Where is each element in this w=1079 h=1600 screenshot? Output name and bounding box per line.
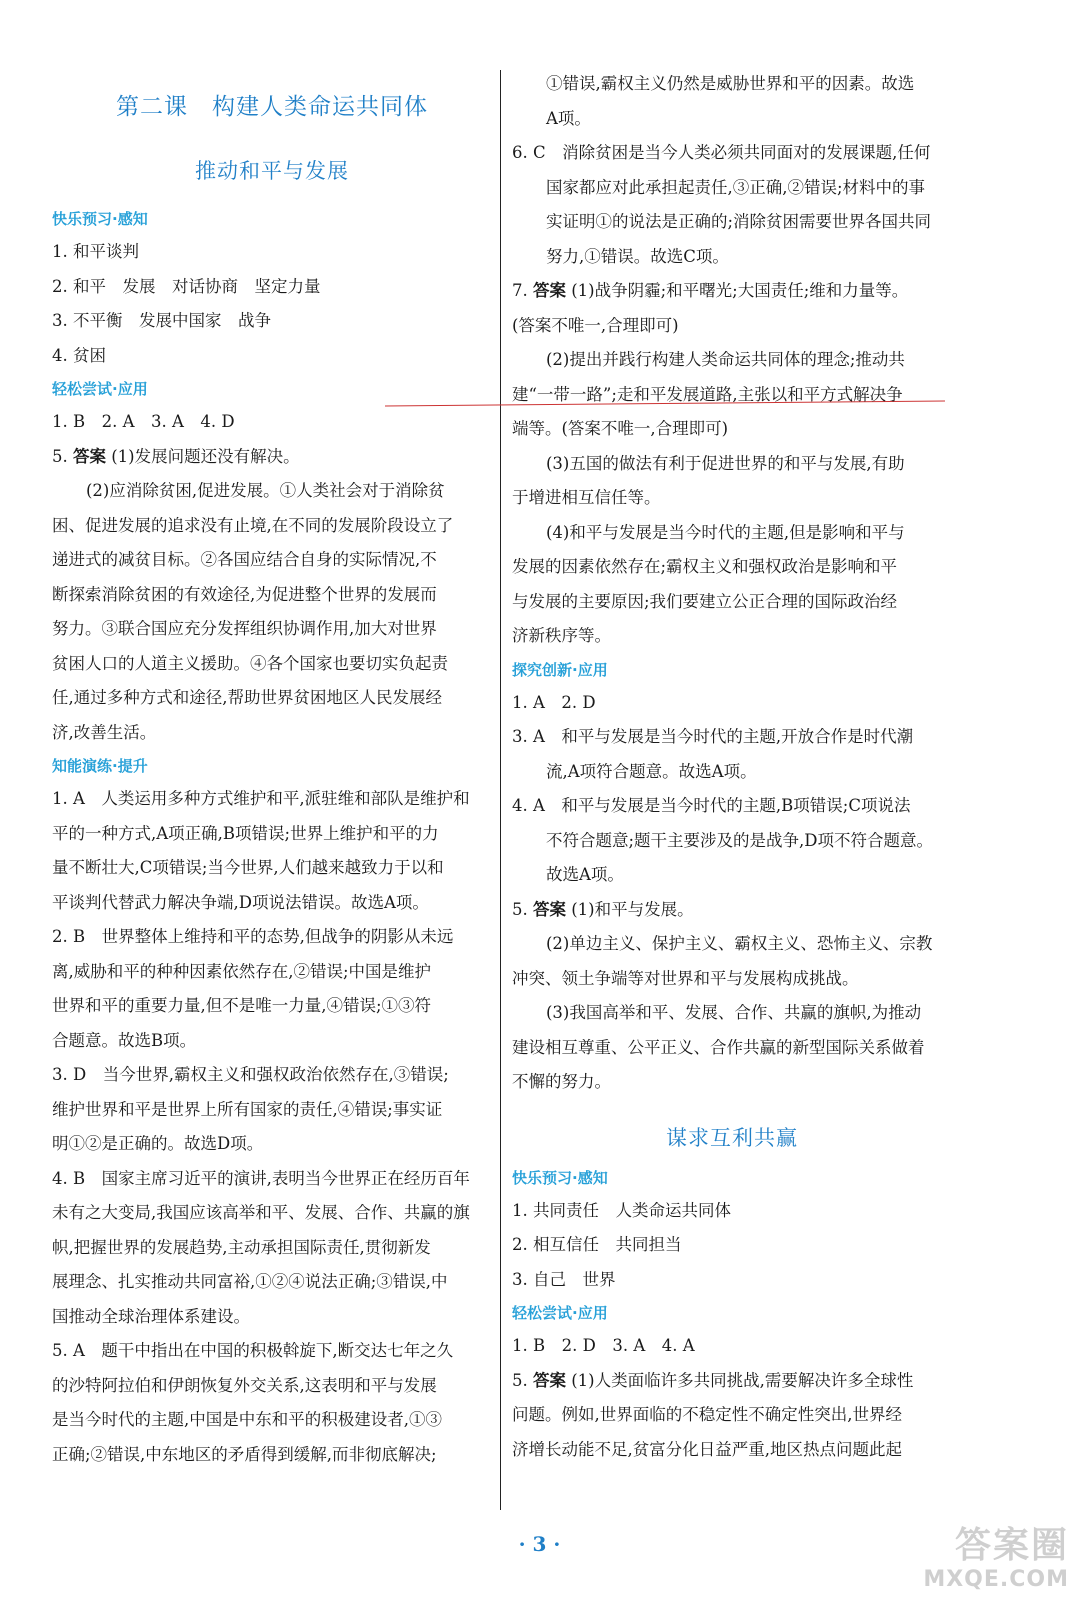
section-heading: 轻松尝试·应用	[52, 380, 148, 398]
answer-line: 帜,把握世界的发展趋势,主动承担国际责任,贯彻新发	[52, 1237, 431, 1257]
answer-line: (4)和平与发展是当今时代的主题,但是影响和平与	[546, 522, 905, 542]
section-heading: 快乐预习·感知	[52, 210, 148, 228]
answer-line: 1. A 2. D	[512, 692, 596, 712]
answer-line: 3. A 和平与发展是当今时代的主题,开放合作是时代潮	[512, 727, 914, 746]
answer-line: 4. B 国家主席习近平的演讲,表明当今世界正在经历百年	[52, 1168, 470, 1188]
right-column	[512, 67, 952, 1467]
answer-line: 不符合题意;题干主要涉及的是战争,D项不符合题意。	[546, 830, 934, 850]
answer-line: 与发展的主要原因;我们要建立公正合理的国际政治经	[512, 591, 898, 611]
answer-line: 冲突、领土争端等对世界和平与发展构成挑战。	[512, 968, 859, 988]
watermark-logo	[884, 1517, 1069, 1592]
answer-line: 国推动全球治理体系建设。	[52, 1306, 250, 1326]
answer-line: 递进式的减贫目标。②各国应结合自身的实际情况,不	[52, 550, 437, 569]
answer-line: 努力,①错误。故选C项。	[546, 246, 729, 266]
question-number: 7.	[512, 281, 528, 300]
answer-line: 明①②是正确的。故选D项。	[52, 1134, 264, 1153]
answer-line: (3)我国高举和平、发展、合作、共赢的旗帜,为推动	[546, 1003, 922, 1022]
section-subtitle: 推动和平与发展	[195, 159, 349, 183]
answer-line: 于增进相互信任等。	[512, 488, 661, 507]
answer-line: 合题意。故选B项。	[52, 1030, 197, 1050]
answer-line: (2)应消除贫困,促进发展。①人类社会对于消除贫	[86, 481, 445, 500]
answer-line: (2)单边主义、保护主义、霸权主义、恐怖主义、宗教	[546, 934, 933, 953]
answer-line: 6. C 消除贫困是当今人类必须共同面对的发展课题,任何	[512, 143, 931, 162]
answer-label: 答案	[73, 446, 106, 466]
answer-line: 平谈判代替武力解决争端,D项说法错误。故选A项。	[52, 892, 429, 912]
answer-line: 量不断壮大,C项错误;当今世界,人们越来越致力于以和	[52, 858, 444, 877]
answer-line: (3)五国的做法有利于促进世界的和平与发展,有助	[546, 453, 905, 473]
answer-line: 困、促进发展的追求没有止境,在不同的发展阶段设立了	[52, 515, 454, 535]
answer-line: 济,改善生活。	[52, 722, 157, 742]
answer-line: 离,威胁和平的种种因素依然存在,②错误;中国是维护	[52, 961, 432, 981]
answer-line: 故选A项。	[546, 865, 624, 884]
left-column	[52, 70, 492, 1472]
answer-text: (1)发展问题还没有解决。	[111, 446, 300, 466]
question-number: 5.	[512, 1370, 528, 1390]
answer-line: 2. 和平 发展 对话协商 坚定力量	[52, 276, 321, 296]
section-heading: 快乐预习·感知	[512, 1168, 608, 1187]
answer-line: 世界和平的重要力量,但不是唯一力量,④错误;①③符	[52, 996, 432, 1015]
answer-text: (1)和平与发展。	[571, 899, 694, 919]
section-subtitle: 谋求互利共赢	[666, 1125, 798, 1150]
answer-line: 4. A 和平与发展是当今时代的主题,B项错误;C项说法	[512, 796, 911, 815]
answer-line: 1. B 2. A 3. A 4. D	[52, 412, 235, 431]
answer-line: 维护世界和平是世界上所有国家的责任,④错误;事实证	[52, 1099, 443, 1119]
answer-line: 努力。③联合国应充分发挥组织协调作用,加大对世界	[52, 619, 437, 638]
answer-line: 3. D 当今世界,霸权主义和强权政治依然存在,③错误;	[52, 1065, 449, 1084]
answer-line: 断探索消除贫困的有效途径,为促进整个世界的发展而	[52, 584, 437, 604]
column-divider	[500, 70, 501, 1510]
answer-line: (答案不唯一,合理即可)	[512, 315, 679, 335]
answer-line: 流,A项符合题意。故选A项。	[546, 761, 757, 781]
answer-line: 济增长动能不足,贫富分化日益严重,地区热点问题此起	[512, 1439, 902, 1459]
answer-line: 问题。例如,世界面临的不稳定性不确定性突出,世界经	[512, 1405, 902, 1424]
answer-line	[512, 1364, 952, 1399]
section-heading: 探究创新·应用	[512, 660, 608, 679]
answer-line: 国家都应对此承担起责任,③正确,②错误;材料中的事	[546, 177, 926, 197]
answer-line	[52, 440, 492, 475]
answer-line: 2. 相互信任 共同担当	[512, 1235, 682, 1254]
answer-line: (2)提出并践行构建人类命运共同体的理念;推动共	[546, 350, 905, 369]
answer-line: 1. 和平谈判	[52, 242, 139, 261]
answer-line: 不懈的努力。	[512, 1072, 611, 1091]
answer-label: 答案	[533, 281, 566, 300]
answer-line: 1. B 2. D 3. A 4. A	[512, 1336, 695, 1355]
answer-line: ①错误,霸权主义仍然是威胁世界和平的因素。故选	[546, 74, 915, 93]
question-number: 5.	[512, 899, 528, 919]
answer-line: 济新秩序等。	[512, 626, 611, 645]
question-number: 5.	[52, 446, 68, 466]
answer-line: 平的一种方式,A项正确,B项错误;世界上维护和平的力	[52, 823, 439, 843]
answer-line: 3. 不平衡 发展中国家 战争	[52, 311, 271, 330]
section-heading: 轻松尝试·应用	[512, 1304, 608, 1322]
lesson-title: 第二课 构建人类命运共同体	[116, 94, 428, 120]
answer-text: (1)人类面临许多共同挑战,需要解决许多全球性	[571, 1370, 914, 1390]
answer-line: 未有之大变局,我国应该高举和平、发展、合作、共赢的旗	[52, 1203, 470, 1222]
answer-line	[512, 893, 952, 928]
answer-line: 建“一带一路”;走和平发展道路,主张以和平方式解决争	[512, 384, 903, 404]
answer-line: 1. A 人类运用多种方式维护和平,派驻维和部队是维护和	[52, 789, 470, 808]
answer-line: 是当今时代的主题,中国是中东和平的积极建设者,①③	[52, 1410, 442, 1429]
answer-line: 建设相互尊重、公平正义、合作共赢的新型国际关系做着	[512, 1037, 925, 1057]
answer-text: (1)战争阴霾;和平曙光;大国责任;维和力量等。	[571, 281, 909, 300]
answer-label: 答案	[533, 899, 566, 919]
answer-line: 展理念、扎实推动共同富裕,①②④说法正确;③错误,中	[52, 1272, 448, 1291]
answer-line: 1. 共同责任 人类命运共同体	[512, 1200, 731, 1220]
answer-line: 贫困人口的人道主义援助。④各个国家也要切实负起责	[52, 653, 448, 673]
answer-line: 4. 贫困	[52, 345, 106, 365]
answer-line: 3. 自己 世界	[512, 1269, 616, 1289]
answer-line: 任,通过多种方式和途径,帮助世界贫困地区人民发展经	[52, 688, 442, 707]
watermark-text: 答案圈	[954, 1525, 1069, 1566]
watermark-url: MXQE.COM	[923, 1567, 1069, 1592]
answer-line: 端等。(答案不唯一,合理即可)	[512, 419, 729, 438]
answer-line: 正确;②错误,中东地区的矛盾得到缓解,而非彻底解决;	[52, 1444, 437, 1464]
section-heading: 知能演练·提升	[52, 757, 148, 775]
answer-line: 5. A 题干中指出在中国的积极斡旋下,断交达七年之久	[52, 1341, 454, 1360]
answer-line: 2. B 世界整体上维持和平的态势,但战争的阴影从未远	[52, 927, 454, 946]
answer-line: A项。	[546, 108, 591, 128]
page-number: · 3 ·	[518, 1532, 561, 1556]
answer-line: 发展的因素依然存在;霸权主义和强权政治是影响和平	[512, 557, 898, 576]
answer-line: 实证明①的说法是正确的;消除贫困需要世界各国共同	[546, 212, 932, 231]
answer-line	[512, 274, 952, 309]
answer-line: 的沙特阿拉伯和伊朗恢复外交关系,这表明和平与发展	[52, 1375, 437, 1395]
answer-label: 答案	[533, 1370, 566, 1390]
